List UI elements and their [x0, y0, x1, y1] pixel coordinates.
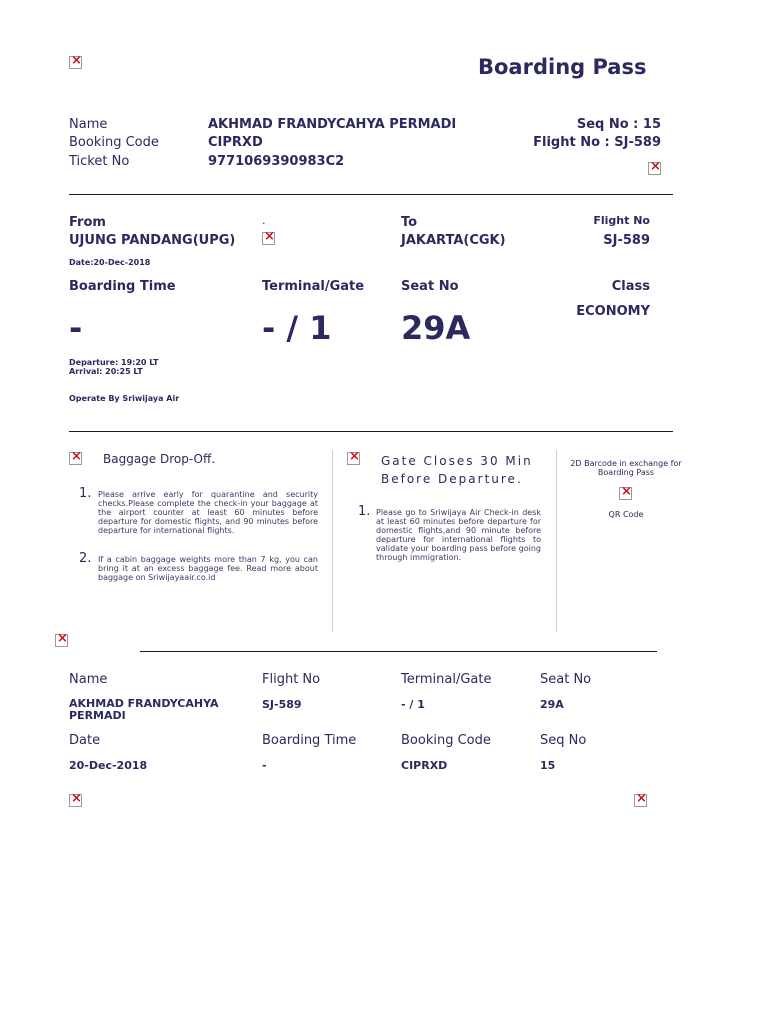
stub-boarding: -: [262, 759, 267, 772]
flight-no: SJ-589: [603, 233, 650, 248]
flight-date: Date:20-Dec-2018: [69, 258, 151, 267]
departure-time: Departure: 19:20 LT: [69, 358, 159, 367]
column-divider: [332, 450, 333, 632]
ticket-no-label: Ticket No: [69, 154, 130, 169]
from-label: From: [69, 215, 106, 230]
gate-icon: [347, 452, 360, 465]
stub-barcode-icon: [634, 794, 647, 807]
seq-no: Seq No : 15: [576, 117, 661, 132]
divider: [69, 431, 673, 432]
route-dot: .: [262, 214, 266, 227]
divider: [69, 194, 673, 195]
arrival-time: Arrival: 20:25 LT: [69, 367, 143, 376]
stub-seq: 15: [540, 759, 556, 772]
plane-icon: [262, 232, 275, 245]
stub-name: AKHMAD FRANDYCAHYA PERMADI: [69, 697, 219, 722]
boarding-time-value: -: [69, 309, 83, 347]
cut-line: [140, 651, 657, 652]
passenger-name: AKHMAD FRANDYCAHYA PERMADI: [208, 117, 457, 132]
baggage-rule-1: Please arrive early for quarantine and security checks.Please complete the check-in your baggage at the airport counter at least 60 minutes before departure for domestic flights, and 90 minutes before departure for international flights.: [98, 490, 318, 535]
to-label: To: [401, 215, 418, 230]
name-label: Name: [69, 117, 108, 132]
stub-flight-label: Flight No: [262, 672, 321, 687]
stub-boarding-label: Boarding Time: [262, 733, 357, 748]
barcode-caption: 2D Barcode in exchange for Boarding Pass: [570, 459, 682, 477]
ticket-no: 9771069390983C2: [208, 154, 345, 169]
stub-terminal-label: Terminal/Gate: [401, 672, 492, 687]
qr-code-caption: QR Code: [608, 510, 644, 519]
stub-flight: SJ-589: [262, 698, 302, 711]
flight-no-header: Flight No : SJ-589: [533, 135, 661, 150]
class-value: ECONOMY: [576, 304, 650, 319]
gate-rule-1: Please go to Sriwijaya Air Check-in desk at least 60 minutes before departure for domestic flights,and 90 minute before departure for international flights to validate your boarding pass before going through immigration.: [376, 508, 541, 562]
list-number: 2.: [79, 551, 92, 566]
operated-by: Operate By Sriwijaya Air: [69, 394, 180, 403]
from-city: UJUNG PANDANG(UPG): [69, 233, 236, 248]
stub-booking: CIPRXD: [401, 759, 448, 772]
class-label: Class: [611, 279, 650, 294]
booking-code: CIPRXD: [208, 135, 263, 150]
flight-no-label: Flight No: [593, 214, 650, 227]
scissors-icon: [55, 634, 68, 647]
qr-code-icon: [619, 487, 632, 500]
seat-no-value: 29A: [401, 309, 471, 347]
terminal-gate-value: - / 1: [262, 309, 332, 347]
stub-seat-label: Seat No: [540, 672, 592, 687]
boarding-time-label: Boarding Time: [69, 279, 176, 294]
barcode-image-icon: [648, 162, 661, 175]
to-city: JAKARTA(CGK): [401, 233, 506, 248]
gate-closes-title: Gate Closes 30 Min Before Departure.: [381, 454, 533, 486]
list-number: 1.: [79, 486, 92, 501]
booking-code-label: Booking Code: [69, 135, 159, 150]
page-title: Boarding Pass: [478, 55, 647, 79]
baggage-title: Baggage Drop-Off.: [103, 452, 216, 466]
stub-logo-icon: [69, 794, 82, 807]
list-number: 1.: [358, 504, 371, 519]
stub-booking-label: Booking Code: [401, 733, 491, 748]
stub-date: 20-Dec-2018: [69, 759, 148, 772]
stub-seat: 29A: [540, 698, 564, 711]
baggage-rule-2: If a cabin baggage weights more than 7 kg, you can bring it at an excess baggage fee. Read more about baggage on Sriwijayaair.co.id: [98, 555, 318, 582]
stub-date-label: Date: [69, 733, 101, 748]
terminal-gate-label: Terminal/Gate: [262, 279, 365, 294]
baggage-icon: [69, 452, 82, 465]
stub-name-label: Name: [69, 672, 108, 687]
column-divider: [556, 450, 557, 632]
seat-no-label: Seat No: [401, 279, 459, 294]
airline-logo-icon: [69, 56, 82, 69]
stub-seq-label: Seq No: [540, 733, 587, 748]
stub-terminal: - / 1: [401, 698, 425, 711]
